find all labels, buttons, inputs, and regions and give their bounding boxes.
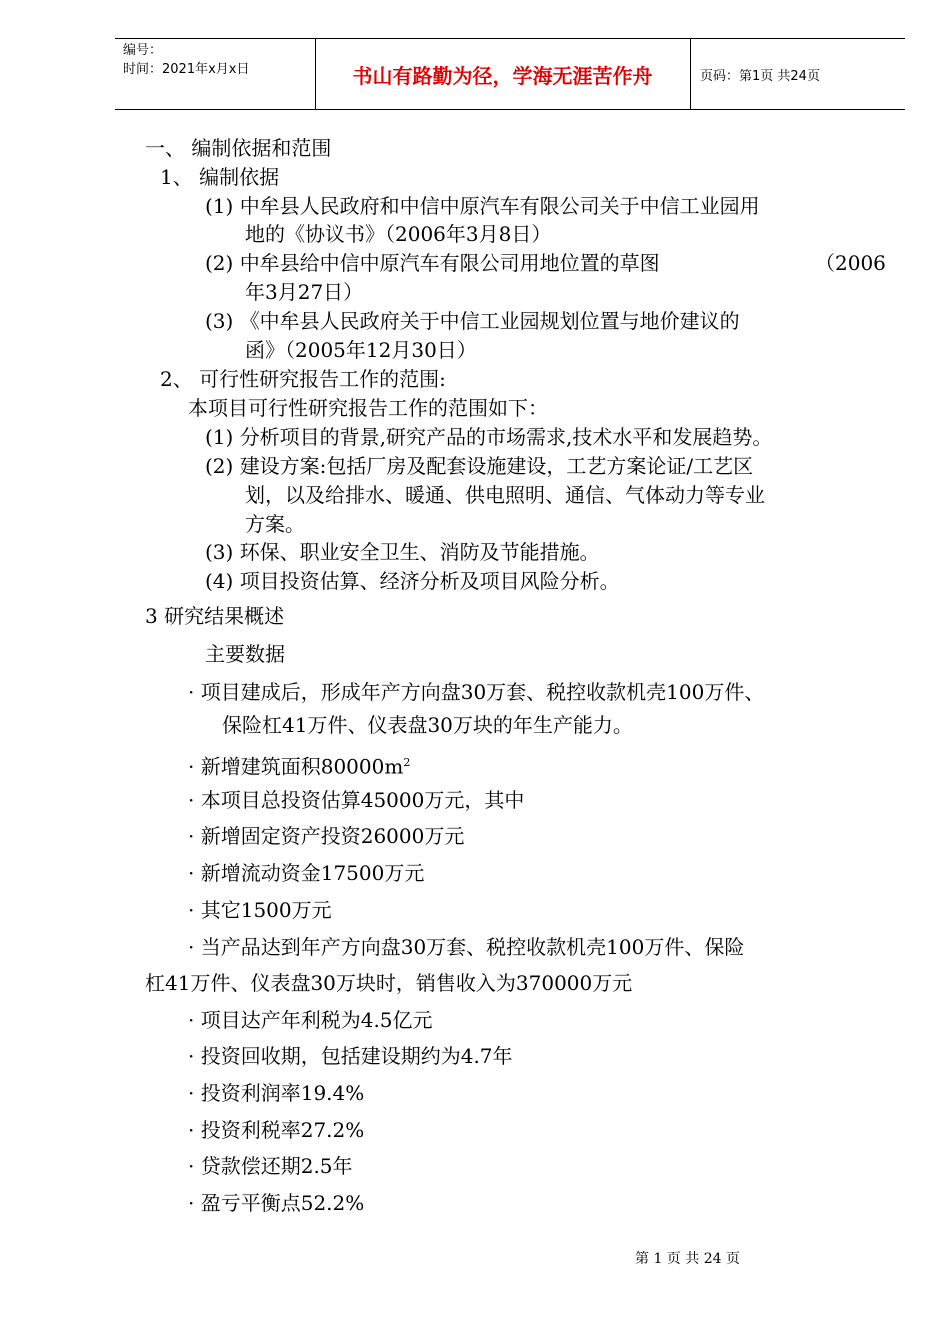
section-heading: 3 研究结果概述 [145, 604, 285, 628]
bullet-item: · 投资利税率27.2% [188, 1118, 365, 1142]
bullet-item [188, 748, 410, 782]
paragraph: 本项目可行性研究报告工作的范围如下： [188, 396, 548, 420]
list-item: (2) 中牟县给中信中原汽车有限公司用地位置的草图 [205, 251, 660, 275]
bullet-item: · 新增固定资产投资26000万元 [188, 824, 465, 848]
bullet-item: · 新增流动资金17500万元 [188, 861, 425, 885]
header-motto: 书山有路勤为径，学海无涯苦作舟 [352, 63, 653, 88]
paragraph: 主要数据 [205, 642, 285, 666]
list-item-continuation: 划，以及给排水、暖通、供电照明、通信、气体动力等专业 [245, 483, 765, 507]
header-divider [690, 39, 691, 109]
bullet-item-continuation: 杠41万件、仪表盘30万块时，销售收入为370000万元 [145, 971, 633, 995]
subsection-heading: 2、 可行性研究报告工作的范围: [160, 367, 446, 391]
bullet-item: · 投资利润率19.4% [188, 1081, 365, 1105]
list-item-continuation: 函》（2005年12月30日） [245, 338, 477, 362]
document-number: 编号： [123, 43, 163, 58]
bullet-item-continuation: 保险杠41万件、仪表盘30万块的年生产能力。 [222, 713, 633, 737]
header-page-number: 页码：第1页 共24页 [700, 68, 820, 84]
list-item: (1) 中牟县人民政府和中信中原汽车有限公司关于中信工业园用 [205, 194, 760, 218]
superscript: 2 [403, 756, 411, 769]
header-meta [123, 41, 249, 79]
list-item: (3) 环保、职业安全卫生、消防及节能措施。 [205, 540, 600, 564]
document-time: 时间：2021年x月x日 [123, 62, 250, 77]
list-item: (1) 分析项目的背景,研究产品的市场需求,技术水平和发展趋势。 [205, 425, 773, 449]
list-item-continuation: 年3月27日） [245, 280, 364, 304]
page-footer: 第 1 页 共 24 页 [635, 1251, 740, 1267]
list-item-date: （2006 [815, 251, 886, 275]
bullet-item: · 投资回收期，包括建设期约为4.7年 [188, 1044, 513, 1068]
bullet-item: · 当产品达到年产方向盘30万套、税控收款机壳100万件、保险 [188, 935, 745, 959]
section-heading: 一、 编制依据和范围 [145, 136, 332, 160]
bullet-item: · 贷款偿还期2.5年 [188, 1154, 353, 1178]
bullet-item: · 项目达产年利税为4.5亿元 [188, 1008, 433, 1032]
list-item-continuation: 方案。 [245, 512, 305, 536]
bullet-item: · 其它1500万元 [188, 898, 332, 922]
bullet-item: · 本项目总投资估算45000万元，其中 [188, 788, 525, 812]
bullet-item: · 项目建成后，形成年产方向盘30万套、税控收款机壳100万件、 [188, 680, 765, 704]
list-item: (2) 建设方案:包括厂房及配套设施建设，工艺方案论证/工艺区 [205, 454, 754, 478]
subsection-heading: 1、 编制依据 [160, 165, 280, 189]
document-header [115, 38, 905, 110]
list-item: (3) 《中牟县人民政府关于中信工业园规划位置与地价建议的 [205, 309, 740, 333]
bullet-item: · 盈亏平衡点52.2% [188, 1191, 365, 1215]
list-item: (4) 项目投资估算、经济分析及项目风险分析。 [205, 569, 620, 593]
bullet-text: · 新增建筑面积80000m [188, 754, 404, 779]
list-item-continuation: 地的《协议书》（2006年3月8日） [245, 222, 552, 246]
